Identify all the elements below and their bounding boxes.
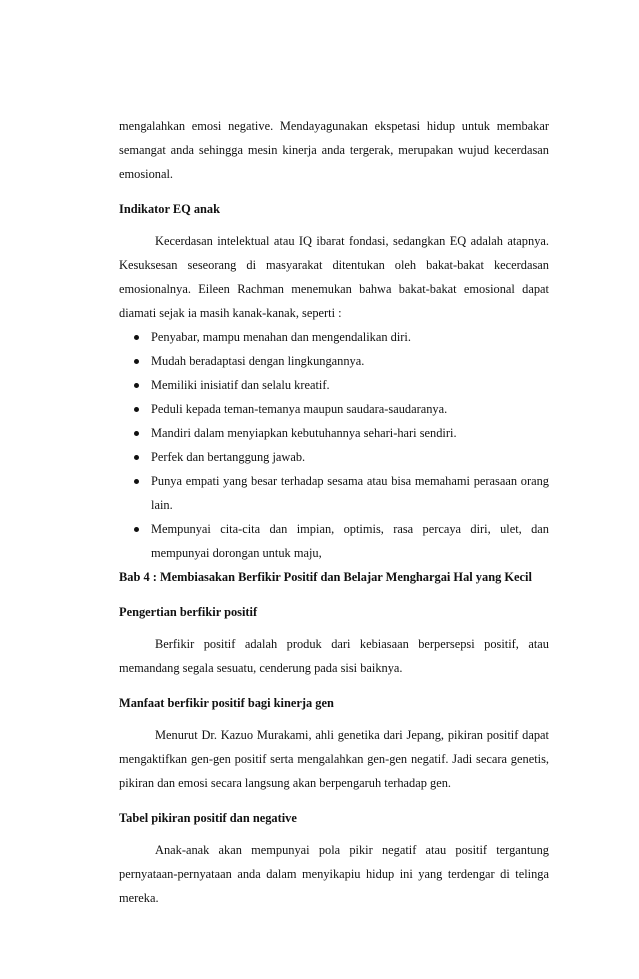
bullet-icon: [134, 527, 139, 532]
heading-tabel: Tabel pikiran positif dan negative: [119, 811, 297, 825]
heading-indikator-eq: Indikator EQ anak: [119, 202, 221, 216]
bullet-icon: [134, 455, 139, 460]
document-page: [119, 114, 549, 910]
paragraph-pengertian: Berfikir positif adalah produk dari kebiasaan berpersepsi positif, atau memandang segala sesuatu, cenderung pada sisi baiknya.: [119, 637, 549, 675]
bullet-icon: [134, 479, 139, 484]
paragraph-eq: Kecerdasan intelektual atau IQ ibarat fondasi, sedangkan EQ adalah atapnya. Kesuksesan seseorang di masyarakat ditentukan oleh bakat-bakat kecerdasan emosionalnya. Eileen Rachman menemukan bahwa bakat-bakat emosional dapat diamati sejak ia masih kanak-kanak, seperti :: [119, 234, 549, 320]
paragraph-intro: mengalahkan emosi negative. Mendayagunakan ekspetasi hidup untuk membakar semangat anda sehingga mesin kinerja anda tergerak, merupakan wujud kecerdasan emosional.: [119, 119, 549, 181]
bullet-icon: [134, 407, 139, 412]
heading-bab-4: Bab 4 : Membiasakan Berfikir Positif dan Belajar Menghargai Hal yang Kecil: [119, 570, 532, 584]
list-item: Memiliki inisiatif dan selalu kreatif.: [119, 373, 549, 397]
list-item: Perfek dan bertanggung jawab.: [119, 445, 549, 469]
bullet-list: [119, 325, 549, 565]
list-item: Penyabar, mampu menahan dan mengendalikan diri.: [119, 325, 549, 349]
bullet-icon: [134, 359, 139, 364]
bullet-icon: [134, 431, 139, 436]
list-item: Mandiri dalam menyiapkan kebutuhannya sehari-hari sendiri.: [119, 421, 549, 445]
heading-pengertian: Pengertian berfikir positif: [119, 605, 258, 619]
list-item: Punya empati yang besar terhadap sesama atau bisa memahami perasaan orang lain.: [119, 469, 549, 517]
bullet-icon: [134, 335, 139, 340]
list-item: Mempunyai cita-cita dan impian, optimis, rasa percaya diri, ulet, dan mempunyai dorongan untuk maju,: [119, 517, 549, 565]
paragraph-tabel: Anak-anak akan mempunyai pola pikir negatif atau positif tergantung pernyataan-pernyataan anda dalam menyikapiu hidup ini yang terdengar di telinga mereka.: [119, 843, 549, 905]
paragraph-manfaat: Menurut Dr. Kazuo Murakami, ahli genetika dari Jepang, pikiran positif dapat mengaktifkan gen-gen positif serta mengalahkan gen-gen negatif. Jadi secara genetis, pikiran dan emosi secara langsung akan berpengaruh terhadap gen.: [119, 728, 549, 790]
list-item: Mudah beradaptasi dengan lingkungannya.: [119, 349, 549, 373]
bullet-icon: [134, 383, 139, 388]
list-item: Peduli kepada teman-temanya maupun saudara-saudaranya.: [119, 397, 549, 421]
heading-manfaat: Manfaat berfikir positif bagi kinerja gen: [119, 696, 334, 710]
